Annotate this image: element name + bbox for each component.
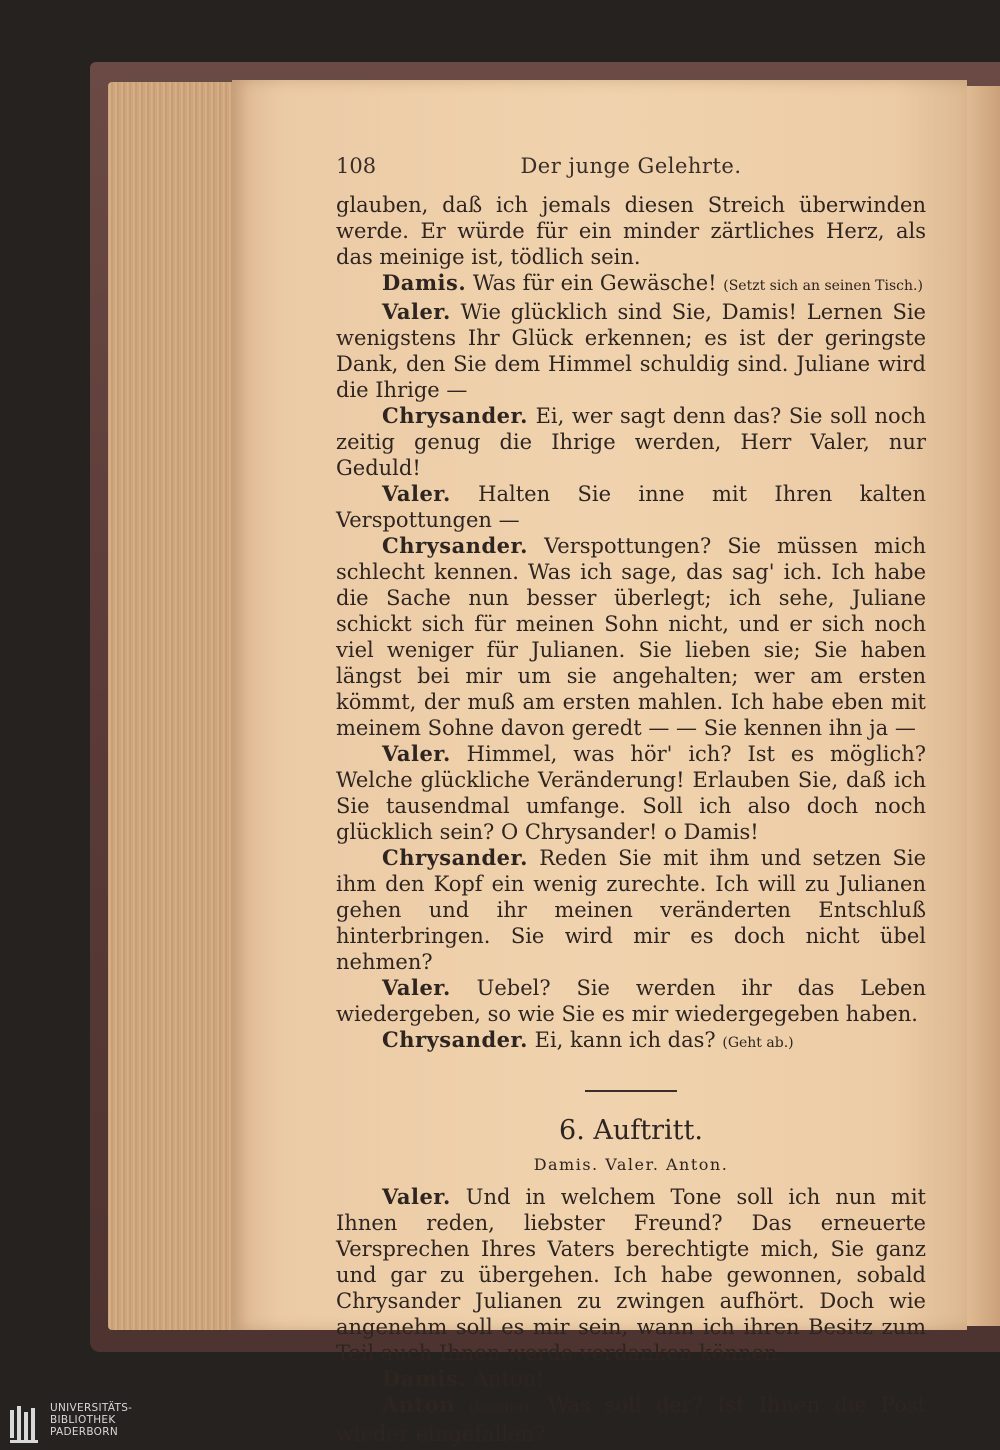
- speech-text: Verspottungen? Sie müssen mich schlecht kennen. Was ich sage, das sag' ich. Ich habe die Sache nun besser überlegt; ich sehe, Juliane schickt sich für meinen Sohn nicht, und er sich noch viel weniger für Julianen. Sie lieben sie; Sie haben längst bei mir um sie angehalten; wer am ersten kömmt, der muß am ersten mahlen. Ich habe eben mit meinem Sohne davon geredt — — Sie kennen ihn ja —: [336, 534, 926, 740]
- speech: [336, 403, 926, 481]
- logo-line: PADERBORN: [50, 1426, 118, 1438]
- speaker-name: Damis.: [382, 270, 467, 295]
- speech-text: Was soll der? Ist Ihnen die Post wieder eingefallen?: [336, 1393, 926, 1446]
- speech-text: Ei, wer sagt denn das? Sie soll noch zeitig genug die Ihrige werden, Herr Valer, nur Geduld!: [336, 404, 926, 480]
- paragraph: glauben, daß ich jemals diesen Streich überwinden werde. Er würde für ein minder zärtliches Herz, als das meinige ist, tödlich sein.: [336, 193, 926, 269]
- logo-line: BIBLIOTHEK: [50, 1414, 116, 1426]
- library-logo-text: [50, 1402, 132, 1438]
- speech-text: Halten Sie inne mit Ihren kalten Verspottungen —: [336, 482, 926, 532]
- speech-text: Reden Sie mit ihm und setzen Sie ihm den Kopf ein wenig zurechte. Ich will zu Julianen gehen und ihr meinen veränderten Entschluß hinterbringen. Sie wird mir es doch nicht übel nehmen?: [336, 846, 926, 974]
- library-logo-icon: [8, 1404, 42, 1444]
- speaker-name: Valer.: [382, 975, 451, 1000]
- speech-text: Was für ein Gewäsche!: [472, 271, 717, 295]
- speech: [336, 481, 926, 533]
- speech-text: Uebel? Sie werden ihr das Leben wiedergeben, so wie Sie es mir wiedergegeben haben.: [336, 976, 926, 1026]
- speaker-name: Chrysander.: [382, 403, 528, 428]
- library-logo: [0, 1398, 200, 1450]
- speech: [336, 1366, 926, 1392]
- speech: [336, 1184, 926, 1366]
- speech: [336, 741, 926, 845]
- speech: [336, 1392, 926, 1447]
- speaker-name: Valer.: [382, 1184, 451, 1209]
- facing-page-edge: [962, 86, 1000, 1326]
- stage-direction: (kömmt).: [469, 1400, 534, 1416]
- page-header: [336, 154, 926, 188]
- running-head: Der junge Gelehrte.: [520, 154, 742, 178]
- speech: [336, 1027, 926, 1056]
- scene-title: 6. Auftritt.: [559, 1115, 703, 1146]
- speaker-name: Valer.: [382, 481, 451, 506]
- speech: [336, 270, 926, 299]
- speaker-name: Damis.: [382, 1366, 467, 1391]
- speaker-name: Valer.: [382, 299, 451, 324]
- speaker-name: Valer.: [382, 741, 451, 766]
- speech: [336, 845, 926, 975]
- page-edge-stack: [108, 82, 238, 1330]
- page-number: 108: [336, 154, 377, 178]
- speech-text: Himmel, was hör' ich? Ist es möglich? Welche glückliche Veränderung! Erlauben Sie, daß ich Sie tausendmal umfange. Soll ich also doch noch glücklich sein? O Chrysander! o Damis!: [336, 742, 926, 844]
- text-block: [336, 192, 926, 1447]
- speaker-name: Chrysander.: [382, 1027, 528, 1052]
- speech-text: Und in welchem Tone soll ich nun mit Ihnen reden, liebster Freund? Das erneuerte Versprechen Ihres Vaters berechtigte mich, Sie ganz und gar zu übergehen. Ich habe gewonnen, sobald Chrysander Julianen zu zwingen aufhört. Doch wie angenehm soll es mir sein, wann ich ihren Besitz zum Teil auch Ihnen werde verdanken können.: [336, 1185, 926, 1365]
- speaker-name: Anton: [382, 1392, 456, 1417]
- stage-direction: (Geht ab.): [722, 1035, 794, 1051]
- speaker-name: Chrysander.: [382, 533, 528, 558]
- speech: [336, 975, 926, 1027]
- scene-divider: [585, 1090, 677, 1092]
- stage-direction: (Setzt sich an seinen Tisch.): [723, 278, 923, 294]
- speech-text: Ei, kann ich das?: [534, 1028, 716, 1052]
- speech: [336, 299, 926, 403]
- speech: [336, 533, 926, 741]
- speech-text: Anton!: [472, 1367, 545, 1391]
- cast-list: Damis. Valer. Anton.: [533, 1155, 729, 1174]
- speaker-name: Chrysander.: [382, 845, 528, 870]
- logo-line: UNIVERSITÄTS-: [50, 1402, 133, 1414]
- speech-text: Wie glücklich sind Sie, Damis! Lernen Sie wenigstens Ihr Glück erkennen; es ist der geringste Dank, den Sie dem Himmel schuldig sind. Juliane wird die Ihrige —: [336, 300, 926, 402]
